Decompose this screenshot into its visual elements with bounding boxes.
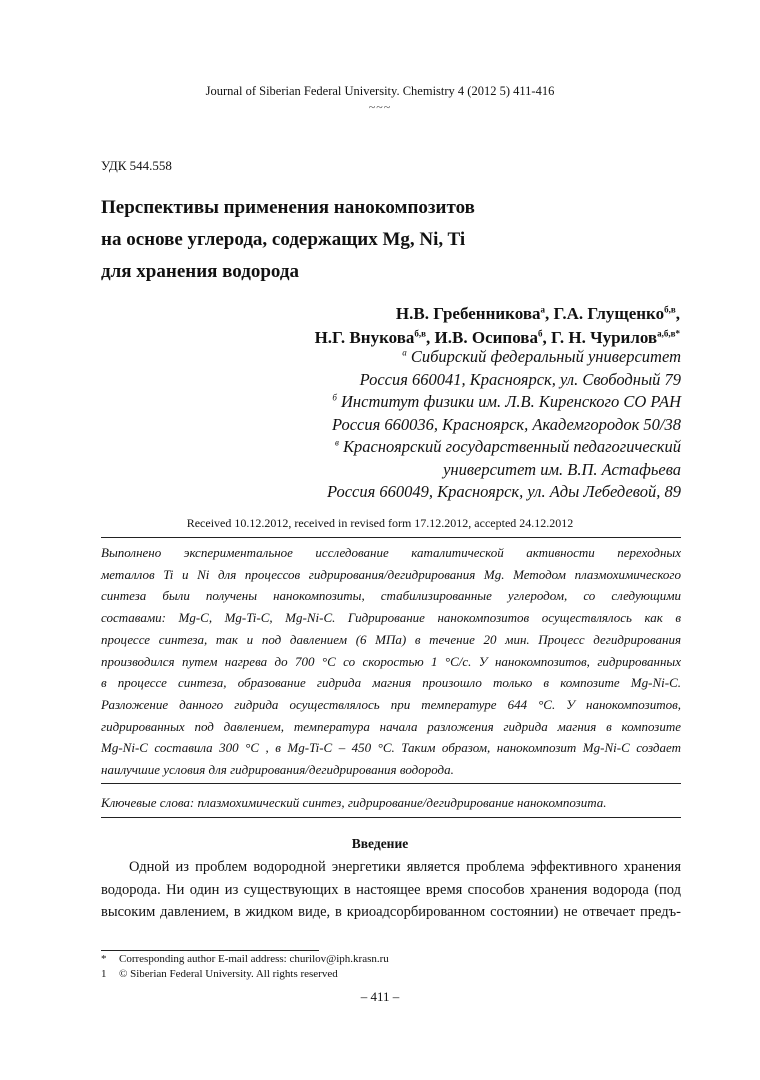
- abstract-line: Выполнено экспериментальное исследование каталитической активности переходных: [101, 545, 681, 560]
- footnote-mark: *: [101, 953, 107, 965]
- body-line: Одной из проблем водородной энергетики является проблема эффективного хранения: [129, 859, 681, 875]
- author-list: [315, 302, 680, 350]
- author-affil-mark: б,в: [414, 328, 427, 339]
- title-line: Перспективы применения нанокомпозитов: [101, 197, 475, 218]
- body-line: высоким давлением, в жидком виде, в криоадсорбированном состоянии) не отвечает предъ-: [101, 904, 681, 920]
- author-name: Н.В. Гребенникова: [395, 304, 541, 323]
- affiliation-line: Россия 660041, Красноярск, ул. Свободный 79: [359, 369, 681, 389]
- paper-title: [101, 192, 475, 288]
- abstract-line: синтеза были получены нанокомпозиты, стабилизированные углеродом, со следующими: [101, 588, 681, 604]
- author-affil-mark: а: [540, 304, 545, 315]
- affiliation-line: университет им. В.П. Астафьева: [443, 459, 681, 479]
- footnote-rule: [101, 950, 319, 951]
- abstract-line: металлов Ti и Ni для процессов гидрирования/дегидрирования Mg. Методом плазмохимического: [101, 566, 681, 582]
- abstract-top-rule: [101, 537, 681, 538]
- abstract-line: Разложение данного гидрида осуществлялось при температуре 644 °С. У нанокомпозитов,: [101, 696, 681, 712]
- author-name: Н.Г. Внукова: [314, 328, 415, 347]
- keywords-top-rule: [101, 783, 681, 784]
- affiliations: [327, 346, 681, 504]
- journal-header: Journal of Siberian Federal University. Chemistry 4 (2012 5) 411-416: [205, 84, 555, 98]
- received-dates: Received 10.12.2012, received in revised form 17.12.2012, accepted 24.12.2012: [186, 516, 574, 530]
- footnote-copyright: 1 © Siberian Federal University. All rights reserved: [101, 968, 338, 980]
- abstract-line: наилучшие условия для гидрирования/дегидрирования водорода.: [101, 762, 454, 778]
- author-line: Н.Г. Внукова$^{б,в}$, И.В. Осипова$^б$, Г. Н. Чурилов$^{а,б,в*}$: [314, 328, 680, 347]
- abstract-line: гидрированных под давлением, температура начала разложения гидрида магния в композите: [101, 718, 681, 734]
- section-heading-introduction: Введение: [351, 836, 409, 851]
- title-line: для хранения водорода: [101, 261, 299, 282]
- body-line: водорода. Ни один из существующих в настоящее время способов хранения водорода (под: [101, 881, 681, 898]
- udk-code: УДК 544.558: [101, 158, 172, 173]
- keywords-bottom-rule: [101, 817, 681, 818]
- abstract-line: производился путем нагрева до 700 °С со скоростью 1 °С/с. У нанокомпозитов, гидрированных: [101, 653, 681, 669]
- abstract-line: процессе синтеза, так и под давлением (6 МПа) в течение 20 мин. Процесс дегидрирования: [101, 631, 681, 647]
- affil-mark: б: [332, 392, 337, 403]
- footnote-mark: 1: [101, 968, 107, 980]
- abstract: [101, 542, 681, 781]
- author-line: Н.В. Гребенникова$^а$, Г.А. Глущенко$^{б,в}$,: [395, 304, 680, 323]
- affiliation-line: Россия 660049, Красноярск, ул. Ады Лебедевой, 89: [327, 482, 681, 501]
- author-affil-mark: а,б,в*: [657, 328, 680, 339]
- affiliation-line: Россия 660036, Красноярск, Академгородок 50/38: [331, 414, 681, 434]
- affiliation-line: $^б$ Институт физики им. Л.В. Киренского СО РАН: [332, 392, 681, 411]
- affil-mark: в: [335, 437, 339, 448]
- author-name: Г. Н. Чурилов: [550, 328, 658, 347]
- title-line: на основе углерода, содержащих Mg, Ni, Ti: [101, 229, 466, 250]
- affiliation-line: $^в$ Красноярский государственный педагогический: [335, 437, 681, 456]
- abstract-line: составами: Mg-C, Mg-Ti-C, Mg-Ni-C. Гидрирование нанокомпозитов осуществлялось как в: [101, 610, 681, 626]
- keywords: Ключевые слова: плазмохимический синтез, гидрирование/дегидрирование нанокомпозита.: [101, 795, 607, 810]
- affiliation-line: $^а$ Сибирский федеральный университет: [402, 347, 681, 366]
- footnote-corresponding: * Corresponding author E-mail address: churilov@iph.krasn.ru: [101, 953, 389, 965]
- author-affil-mark: б: [537, 328, 543, 339]
- header-ornament: ~~~: [368, 100, 392, 114]
- abstract-line: в процессе синтеза, образование гидрида магния произошло только в композите Mg-Ni-C.: [101, 675, 681, 691]
- page-number: – 411 –: [360, 989, 400, 1004]
- abstract-line: Mg-Ni-C составила 300 °С , в Mg-Ti-C – 450 °С. Таким образом, нанокомпозит Mg-Ni-C создает: [101, 740, 681, 756]
- introduction-text: [101, 856, 681, 924]
- author-affil-mark: б,в: [664, 304, 676, 315]
- author-name: И.В. Осипова: [434, 328, 538, 347]
- author-name: Г.А. Глущенко: [553, 304, 665, 323]
- affil-mark: а: [402, 347, 407, 358]
